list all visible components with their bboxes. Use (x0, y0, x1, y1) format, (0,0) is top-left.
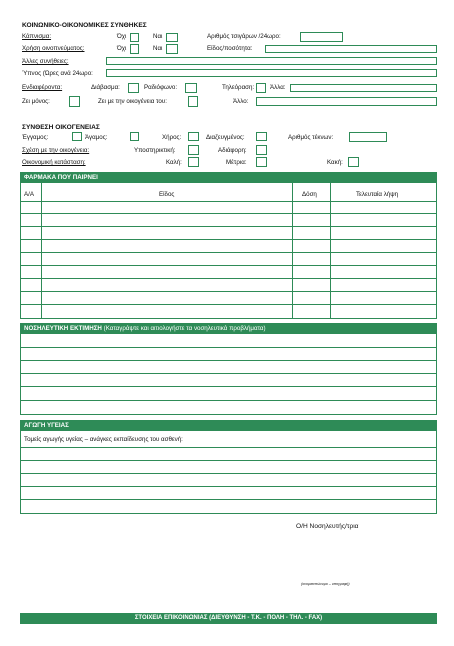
divorced-checkbox[interactable] (256, 132, 267, 141)
nursing-header (20, 323, 437, 334)
writing-line[interactable] (21, 447, 436, 448)
lives-alone-label: Ζει μόνος: (22, 98, 50, 105)
nursing-lines[interactable] (20, 334, 437, 415)
single-label: Άγαμος: (85, 134, 108, 141)
nursing-subtitle: (Καταγράψτε και αιτιολογήστε τα νοσηλευτικά προβλήματα) (103, 325, 266, 332)
col-header-dose: Δόση (302, 191, 317, 198)
table-row[interactable] (21, 252, 436, 253)
alcohol-yes-checkbox[interactable] (166, 44, 178, 54)
table-row[interactable] (21, 201, 436, 202)
table-row[interactable] (21, 213, 436, 214)
children-field[interactable] (349, 132, 387, 142)
writing-line[interactable] (21, 499, 436, 500)
alcohol-label: Χρήση οινοπνεύματος: (22, 45, 85, 52)
tv-checkbox[interactable] (256, 83, 266, 93)
other-habits-label: Άλλες συνήθειες: (22, 58, 69, 65)
table-row[interactable] (21, 239, 436, 240)
single-checkbox[interactable] (130, 132, 139, 141)
type-qty-field[interactable] (265, 45, 437, 53)
smoking-no-checkbox[interactable] (130, 33, 139, 42)
smoking-label: Κάπνισμα: (22, 33, 52, 40)
nurse-label: Ο/Η Νοσηλευτής/τρια (296, 523, 359, 530)
alcohol-no-checkbox[interactable] (130, 44, 139, 54)
supportive-checkbox[interactable] (188, 145, 199, 155)
health-title: ΑΓΩΓΗ ΥΓΕΙΑΣ (24, 422, 69, 429)
reading-label: Διάβασμα: (91, 84, 120, 91)
cigarettes-label: Αριθμός τσιγάρων /24ωρο: (207, 33, 281, 40)
writing-line[interactable] (21, 473, 436, 474)
widowed-label: Χήρος: (162, 134, 182, 141)
widowed-checkbox[interactable] (188, 132, 199, 141)
footer-contact-bar (20, 613, 437, 624)
table-row[interactable] (21, 291, 436, 292)
radio-checkbox[interactable] (185, 83, 197, 93)
footer-contact: ΣΤΟΙΧΕΙΑ ΕΠΙΚΟΙΝΩΝΙΑΣ (ΔΙΕΥΘΥΝΣΗ - Τ.Κ. - ΠΟΛΗ - ΤΗΛ. - FAX) (134, 615, 323, 621)
indifferent-label: Αδιάφορη: (218, 147, 247, 154)
sleep-label: Ύπνος (Ώρες ανά 24ωρο: (22, 70, 93, 77)
writing-line[interactable] (21, 460, 436, 461)
col-header-number: Α/Α (24, 191, 34, 198)
other-habits-field[interactable] (106, 57, 437, 65)
col-header-last-dose: Τελευταία λήψη (356, 191, 399, 198)
col-divider (292, 183, 293, 318)
lives-family-checkbox[interactable] (188, 96, 198, 107)
alcohol-no-label: Όχι (117, 45, 127, 52)
writing-line[interactable] (21, 347, 436, 348)
table-row[interactable] (21, 304, 436, 305)
smoking-yes-checkbox[interactable] (166, 33, 178, 42)
writing-line[interactable] (21, 400, 436, 401)
sign-hint: (ονοματεπώνυμο – υπογραφή) (301, 582, 350, 586)
writing-line[interactable] (21, 486, 436, 487)
good-checkbox[interactable] (188, 157, 199, 167)
smoking-no-label: Όχι (117, 33, 127, 40)
alcohol-yes-label: Ναι (153, 45, 163, 52)
medium-label: Μέτρια: (226, 159, 247, 166)
reading-checkbox[interactable] (128, 83, 139, 93)
type-qty-label: Είδος/ποσότητα: (207, 45, 253, 52)
table-row[interactable] (21, 278, 436, 279)
tv-label: Τηλεόραση: (222, 84, 255, 91)
family-title: ΣΥΝΘΕΣΗ ΟΙΚΟΓΕΝΕΙΑΣ (22, 124, 100, 131)
health-lines[interactable] (20, 431, 437, 514)
relation-label: Σχέση με την οικογένεια: (22, 147, 90, 154)
col-header-type: Είδος (159, 191, 175, 198)
bad-checkbox[interactable] (348, 157, 359, 167)
col-divider (41, 183, 42, 318)
radio-label: Ραδιόφωνο: (144, 84, 178, 91)
writing-line[interactable] (21, 360, 436, 361)
lives-alone-checkbox[interactable] (69, 96, 80, 107)
table-row[interactable] (21, 265, 436, 266)
indifferent-checkbox[interactable] (256, 145, 267, 155)
nursing-title: ΝΟΣΗΛΕΥΤΙΚΗ ΕΚΤΙΜΗΣΗ (24, 325, 102, 332)
smoking-yes-label: Ναι (153, 33, 163, 40)
health-header (20, 420, 437, 431)
married-label: Έγγαμος: (22, 134, 49, 141)
children-label: Αριθμός τέκνων: (288, 134, 334, 141)
writing-line[interactable] (21, 386, 436, 387)
other-living-label: Άλλο: (233, 98, 249, 105)
economic-label: Οικονομική κατάσταση: (22, 159, 86, 166)
interests-label: Ενδιαφέροντα: (22, 84, 63, 91)
medium-checkbox[interactable] (256, 157, 267, 167)
supportive-label: Υποστηρικτική: (134, 147, 176, 154)
other-living-field[interactable] (256, 97, 437, 106)
good-label: Καλή: (166, 159, 182, 166)
bad-label: Κακή: (327, 159, 343, 166)
cigarettes-field[interactable] (300, 32, 343, 42)
other-interests-field[interactable] (290, 84, 437, 92)
medication-title: ΦΑΡΜΑΚΑ ΠΟΥ ΠΑΙΡΝΕΙ (24, 174, 98, 181)
table-row[interactable] (21, 226, 436, 227)
sleep-field[interactable] (106, 69, 437, 77)
medication-header (20, 172, 437, 183)
married-checkbox[interactable] (72, 132, 82, 141)
writing-line[interactable] (21, 373, 436, 374)
other-interests-label: Άλλα: (270, 84, 286, 91)
social-title: ΚΟΙΝΩΝΙΚΟ-ΟΙΚΟΝΟΜΙΚΕΣ ΣΥΝΘΗΚΕΣ (22, 22, 147, 29)
health-prompt: Τομείς αγωγής υγείας – ανάγκες εκπαίδευσης του ασθενή: (24, 436, 183, 443)
medication-table (20, 183, 437, 319)
divorced-label: Διαζευγμένος: (206, 134, 245, 141)
lives-family-label: Ζει με την οικογένεια του: (98, 98, 167, 105)
col-divider (330, 183, 331, 318)
